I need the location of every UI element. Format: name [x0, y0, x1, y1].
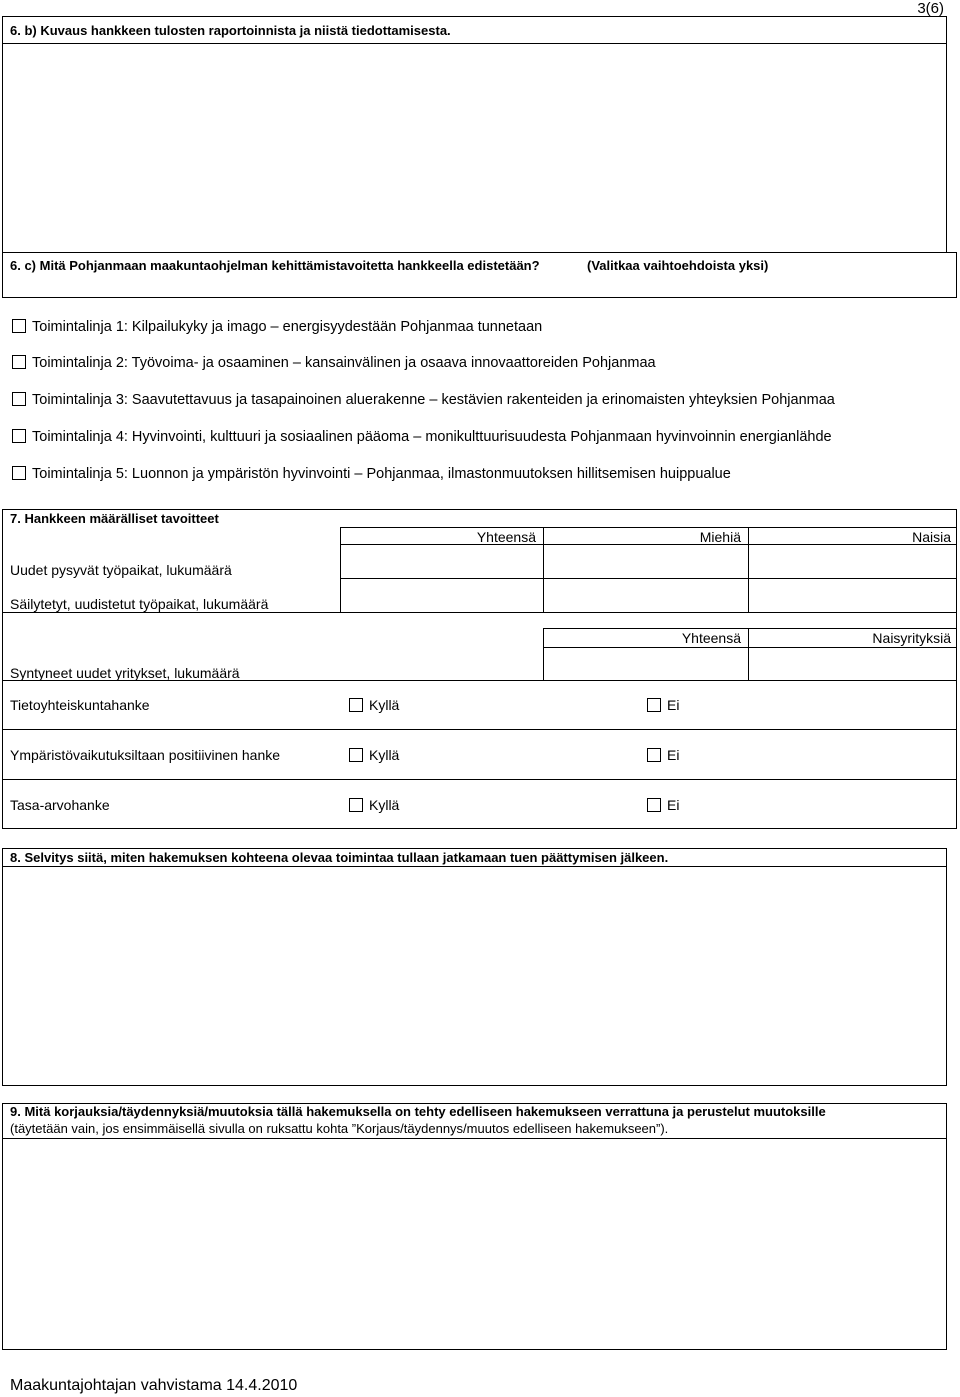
section-9-answer-field[interactable]: [2, 1138, 947, 1350]
yes-option[interactable]: [349, 697, 399, 713]
yes-label: Kyllä: [369, 697, 400, 713]
section-8-title: 8. Selvitys siitä, miten hakemuksen kohteena olevaa toimintaa tullaan jatkamaan tuen päättymisen jälkeen.: [10, 850, 669, 865]
section-6b-answer-field[interactable]: [2, 43, 947, 253]
option-label: Toimintalinja 4: Hyvinvointi, kulttuuri ja sosiaalinen pääoma – monikulttuurisuudesta Pohjanmaan hyvinvoinnin energianlähde: [32, 429, 832, 445]
no-option[interactable]: [647, 797, 679, 813]
company-header-yhteensa: Yhteensä: [681, 630, 741, 646]
col-header-yhteensa: Yhteensä: [476, 529, 536, 545]
input-new-jobs-men[interactable]: [544, 545, 747, 577]
section-9-note: (täytetään vain, jos ensimmäisellä sivulla on ruksattu kohta ”Korjaus/täydennys/muutos edelliseen hakemukseen”).: [10, 1121, 669, 1136]
grid-line: [340, 527, 957, 528]
grid-line: [2, 729, 957, 730]
option-toimintalinja-1[interactable]: [12, 319, 542, 335]
section-9-title: 9. Mitä korjauksia/täydennyksiä/muutoksia tällä hakemuksella on tehty edelliseen hakemukseen verrattuna ja perustelut muutoksille: [10, 1104, 826, 1119]
input-new-jobs-total[interactable]: [341, 545, 542, 577]
checkbox[interactable]: [12, 355, 26, 369]
section-8-answer-field[interactable]: [2, 866, 947, 1086]
yesno-label-ymparisto: Ympäristövaikutuksiltaan positiivinen hanke: [10, 747, 281, 763]
yesno-label-tietoyhteiskunta: Tietoyhteiskuntahanke: [10, 697, 150, 713]
input-kept-jobs-women[interactable]: [749, 579, 956, 611]
row-label-kept-jobs: Säilytetyt, uudistetut työpaikat, lukumäärä: [10, 596, 269, 612]
checkbox[interactable]: [12, 392, 26, 406]
section-6b-title: 6. b) Kuvaus hankkeen tulosten raportoinnista ja niistä tiedottamisesta.: [10, 23, 451, 38]
no-label: Ei: [667, 697, 680, 713]
option-label: Toimintalinja 3: Saavutettavuus ja tasapainoinen aluerakenne – kestävien rakenteiden ja erinomaisten yhteyksien Pohjanmaa: [32, 392, 835, 408]
option-toimintalinja-3[interactable]: [12, 392, 835, 408]
option-toimintalinja-2[interactable]: [12, 355, 656, 371]
input-kept-jobs-total[interactable]: [341, 579, 542, 611]
input-new-companies-total[interactable]: [544, 648, 747, 679]
checkbox[interactable]: [12, 319, 26, 333]
input-kept-jobs-men[interactable]: [544, 579, 747, 611]
no-label: Ei: [667, 797, 680, 813]
section-7-title: 7. Hankkeen määrälliset tavoitteet: [10, 511, 219, 526]
checkbox[interactable]: [647, 748, 661, 762]
checkbox[interactable]: [12, 429, 26, 443]
row-label-new-jobs: Uudet pysyvät työpaikat, lukumäärä: [10, 562, 232, 578]
checkbox[interactable]: [647, 698, 661, 712]
grid-line: [543, 628, 957, 629]
footer-text: Maakuntajohtajan vahvistama 14.4.2010: [10, 1377, 298, 1394]
checkbox[interactable]: [12, 466, 26, 480]
checkbox[interactable]: [647, 798, 661, 812]
section-6c-hint: (Valitkaa vaihtoehdoista yksi): [587, 258, 769, 273]
input-new-companies-women[interactable]: [749, 648, 956, 679]
no-option[interactable]: [647, 747, 679, 763]
company-header-naisyrityksia: Naisyrityksiä: [872, 630, 951, 646]
yes-option[interactable]: [349, 797, 399, 813]
option-label: Toimintalinja 2: Työvoima- ja osaaminen – kansainvälinen ja osaava innovaattoreiden Pohjanmaa: [32, 355, 656, 371]
checkbox[interactable]: [349, 698, 363, 712]
yes-option[interactable]: [349, 747, 399, 763]
no-option[interactable]: [647, 697, 679, 713]
no-label: Ei: [667, 747, 680, 763]
col-header-naisia: Naisia: [912, 529, 951, 545]
option-label: Toimintalinja 1: Kilpailukyky ja imago – energisyydestään Pohjanmaa tunnetaan: [32, 319, 543, 335]
section-6c-title: 6. c) Mitä Pohjanmaan maakuntaohjelman kehittämistavoitetta hankkeella edistetään?: [10, 258, 540, 273]
checkbox[interactable]: [349, 798, 363, 812]
grid-line: [2, 612, 957, 613]
option-label: Toimintalinja 5: Luonnon ja ympäristön hyvinvointi – Pohjanmaa, ilmastonmuutoksen hillitsemisen huippualue: [32, 466, 731, 482]
yes-label: Kyllä: [369, 797, 400, 813]
page-number: 3(6): [917, 0, 944, 17]
yes-label: Kyllä: [369, 747, 400, 763]
option-toimintalinja-5[interactable]: [12, 466, 731, 482]
input-new-jobs-women[interactable]: [749, 545, 956, 577]
option-toimintalinja-4[interactable]: [12, 429, 832, 445]
grid-line: [2, 779, 957, 780]
yesno-label-tasa-arvo: Tasa-arvohanke: [10, 797, 110, 813]
col-header-miehia: Miehiä: [699, 529, 741, 545]
row-label-new-companies: Syntyneet uudet yritykset, lukumäärä: [10, 665, 240, 681]
checkbox[interactable]: [349, 748, 363, 762]
